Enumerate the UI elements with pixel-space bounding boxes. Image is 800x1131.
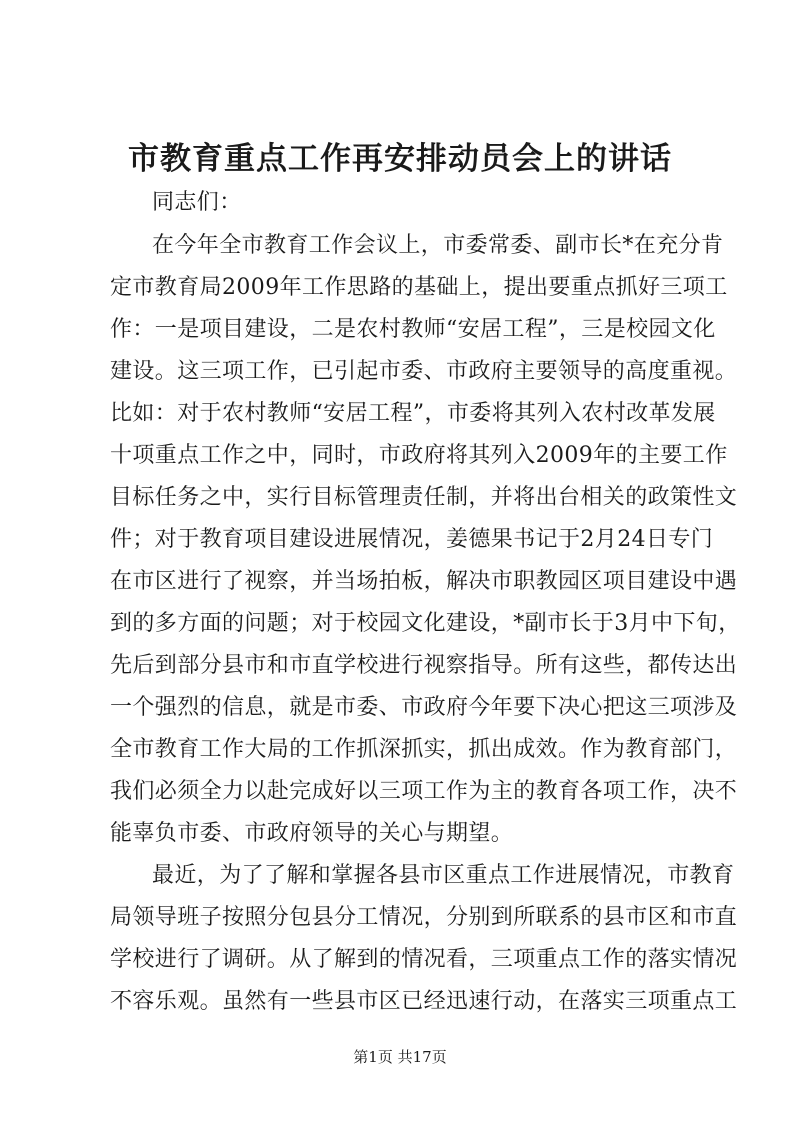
body-line: 作：一是项目建设，二是农村教师“安居工程”，三是校园文化 <box>110 317 716 342</box>
body-line: 最近，为了了解和掌握各县市区重点工作进展情况，市教育 <box>152 863 735 888</box>
body-line: 不容乐观。虽然有一些县市区已经迅速行动，在落实三项重点工 <box>110 989 738 1014</box>
body-line: 件；对于教育项目建设进展情况，姜德果书记于2月24日专门 <box>110 527 714 552</box>
body-line: 学校进行了调研。从了解到的情况看，三项重点工作的落实情况 <box>110 947 738 972</box>
body-line: 能辜负市委、市政府领导的关心与期望。 <box>110 821 514 846</box>
body-line: 一个强烈的信息，就是市委、市政府今年要下决心把这三项涉及 <box>110 695 738 720</box>
body-line: 十项重点工作之中，同时，市政府将其列入2009年的主要工作 <box>110 443 728 468</box>
page-footer: 第1页 共17页 <box>353 1048 447 1066</box>
body-line: 我们必须全力以赴完成好以三项工作为主的教育各项工作，决不 <box>110 779 738 804</box>
body-line: 比如：对于农村教师“安居工程”，市委将其列入农村改革发展 <box>110 401 716 426</box>
body-line: 先后到部分县市和市直学校进行视察指导。所有这些，都传达出 <box>110 653 738 678</box>
salutation: 同志们： <box>152 190 242 215</box>
body-line: 到的多方面的问题；对于校园文化建设，*副市长于3月中下旬， <box>110 611 741 636</box>
body-line: 在市区进行了视察，并当场拍板，解决市职教园区项目建设中遇 <box>110 569 738 594</box>
body-line: 定市教育局2009年工作思路的基础上，提出要重点抓好三项工 <box>110 275 728 300</box>
body-line: 目标任务之中，实行目标管理责任制，并将出台相关的政策性文 <box>110 485 738 510</box>
body-line: 全市教育工作大局的工作抓深抓实，抓出成效。作为教育部门， <box>110 737 738 762</box>
document-title: 市教育重点工作再安排动员会上的讲话 <box>128 141 672 177</box>
body-line: 局领导班子按照分包县分工情况，分别到所联系的县市区和市直 <box>110 905 738 930</box>
body-line: 建设。这三项工作，已引起市委、市政府主要领导的高度重视。 <box>110 359 738 384</box>
body-line: 在今年全市教育工作会议上，市委常委、副市长*在充分肯 <box>152 233 724 258</box>
